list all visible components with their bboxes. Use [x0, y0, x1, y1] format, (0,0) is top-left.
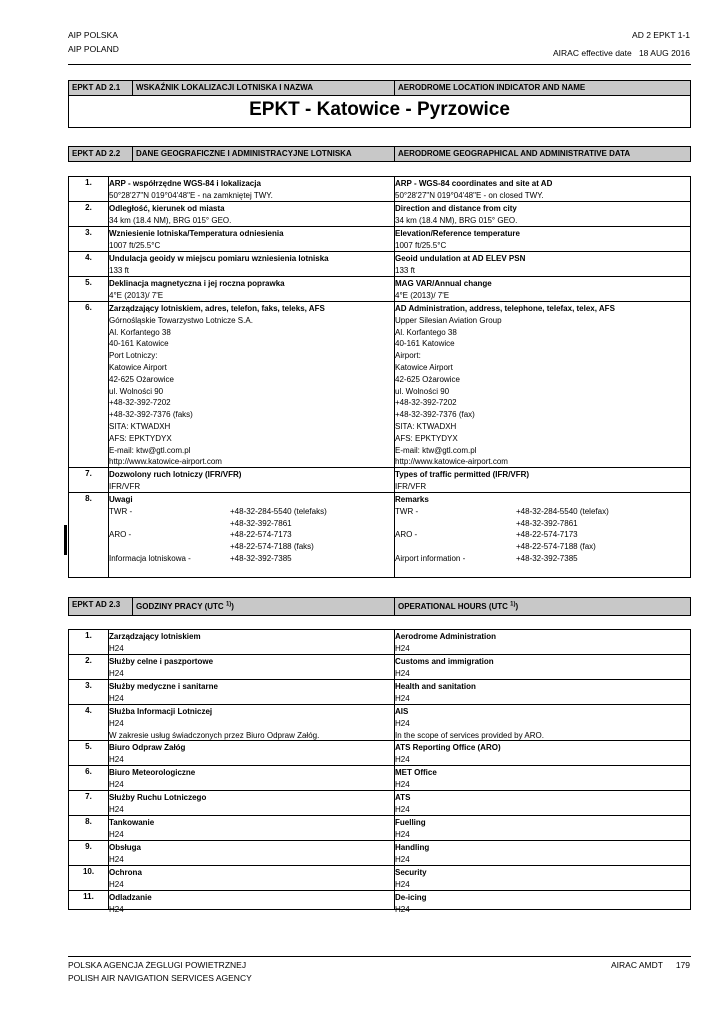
item-heading: Zarządzający lotniskiem, adres, telefon, faks, teleks, AFS: [109, 304, 325, 313]
cell-en: [395, 892, 685, 916]
footer-agency-en: POLISH AIR NAVIGATION SERVICES AGENCY: [68, 973, 252, 983]
header-aip-poland: AIP POLAND: [68, 44, 119, 54]
cell-pl: [109, 892, 354, 916]
cell-pl: [109, 656, 354, 680]
item-value: Airport:: [395, 351, 421, 361]
table-row: [69, 468, 690, 493]
remarks-phone: +48-22-574-7188 (faks): [230, 542, 314, 552]
item-heading: Handling: [395, 843, 430, 852]
cell-pl: [109, 817, 354, 841]
item-heading: Elevation/Reference temperature: [395, 229, 520, 238]
header-rule: [68, 64, 691, 65]
item-value: H24: [395, 643, 410, 653]
cell-pl: [109, 767, 354, 791]
remarks-phone: +48-32-284-5540 (telefax): [516, 506, 609, 516]
cell-en: [395, 742, 685, 766]
aerodrome-name: EPKT - Katowice - Pyrzowice: [249, 99, 510, 120]
section-code: EPKT AD 2.3: [72, 600, 121, 609]
item-value: SITA: KTWADXH: [109, 421, 171, 431]
row-number: 11.: [83, 892, 94, 901]
item-value: 34 km (18.4 NM), BRG 015° GEO.: [109, 215, 232, 225]
table-row: [69, 766, 690, 791]
item-heading: AD Administration, address, telephone, telefax, telex, AFS: [395, 304, 615, 313]
row-number: 4.: [85, 253, 92, 262]
table-row: [69, 302, 690, 468]
cell-en: [395, 767, 685, 791]
item-value: H24: [395, 854, 410, 864]
item-value: H24: [109, 904, 124, 914]
item-value: E-mail: ktw@gtl.com.pl: [109, 445, 191, 455]
item-value: Upper Silesian Aviation Group: [395, 315, 502, 325]
row-number: 5.: [85, 742, 92, 751]
aerodrome-name-box: [68, 95, 691, 128]
cell-pl: [109, 278, 354, 302]
footer-amdt-label: AIRAC AMDT: [611, 960, 663, 970]
remarks-phone: +48-22-574-7173: [516, 530, 578, 540]
table-row: [69, 177, 690, 202]
cell-en: [395, 842, 685, 866]
row-number: 2.: [85, 203, 92, 212]
item-heading: Deklinacja magnetyczna i jej roczna poprawka: [109, 279, 285, 288]
cell-en: [395, 792, 685, 816]
item-value: H24: [395, 904, 410, 914]
cell-en: [395, 178, 685, 202]
table-row: [69, 227, 690, 252]
item-value: AFS: EPKTYDYX: [109, 433, 172, 443]
item-heading: Dozwolony ruch lotniczy (IFR/VFR): [109, 470, 242, 479]
item-heading: Direction and distance from city: [395, 204, 517, 213]
section-title-pl: WSKAŹNIK LOKALIZACJI LOTNISKA I NAZWA: [132, 81, 394, 95]
cell-pl: [109, 253, 354, 277]
remarks-heading: Remarks: [395, 495, 429, 504]
item-value: +48-32-392-7376 (fax): [395, 410, 475, 420]
item-value: Katowice Airport: [395, 362, 453, 372]
cell-pl: [109, 631, 354, 655]
remarks-phone: +48-32-392-7385: [516, 553, 578, 563]
header-airac-date: 18 AUG 2016: [638, 48, 690, 58]
item-value: 50°28'27"N 019°04'48"E - on closed TWY.: [395, 190, 544, 200]
remarks-line: [109, 506, 354, 518]
item-heading: Odladzanie: [109, 893, 152, 902]
item-value: +48-32-392-7376 (faks): [109, 410, 193, 420]
remarks-line: [395, 506, 685, 518]
cell-en: [395, 228, 685, 252]
item-value: SITA: KTWADXH: [395, 421, 457, 431]
item-value: 1007 ft/25.5°C: [109, 240, 161, 250]
footer-rule: [68, 956, 691, 957]
item-value: Al. Korfantego 38: [395, 327, 457, 337]
item-value: H24: [395, 693, 410, 703]
table-row: [69, 202, 690, 227]
cell-pl: [109, 681, 354, 705]
cell-en: [395, 656, 685, 680]
item-value: +48-32-392-7202: [109, 398, 171, 408]
section-2-2-header: [68, 146, 691, 162]
cell-pl: [109, 792, 354, 816]
cell-pl: [109, 867, 354, 891]
item-value: In the scope of services provided by ARO.: [395, 730, 544, 740]
item-heading: Aerodrome Administration: [395, 632, 497, 641]
item-value: +48-32-392-7202: [395, 398, 457, 408]
table-row: [69, 252, 690, 277]
item-value: 42-625 Ożarowice: [395, 374, 460, 384]
header-aip-polska: AIP POLSKA: [68, 30, 118, 40]
item-value: Port Lotniczy:: [109, 351, 158, 361]
row-number: 8.: [85, 494, 92, 503]
remarks-line: [109, 541, 354, 553]
item-value: http://www.katowice-airport.com: [395, 457, 508, 467]
item-value: 4°E (2013)/ 7'E: [109, 290, 164, 300]
item-heading: Zarządzający lotniskiem: [109, 632, 201, 641]
table-row: [69, 493, 690, 577]
remarks-phone: +48-32-392-7861: [230, 518, 292, 528]
change-bar: [64, 525, 67, 555]
section-2-1-header: [68, 80, 691, 96]
remarks-line: [395, 529, 685, 541]
remarks-pl: [109, 494, 354, 565]
item-heading: AIS: [395, 707, 409, 716]
remarks-unit: Informacja lotniskowa -: [109, 553, 191, 563]
item-value: H24: [395, 829, 410, 839]
item-value: 133 ft: [109, 265, 130, 275]
cell-pl: [109, 178, 354, 202]
remarks-line: [109, 518, 354, 530]
section-2-3-header: [68, 597, 691, 616]
table-row: [69, 791, 690, 816]
remarks-line: [109, 553, 354, 565]
item-value: 133 ft: [395, 265, 416, 275]
item-value: IFR/VFR: [109, 481, 141, 491]
item-heading: Służby celne i paszportowe: [109, 657, 214, 666]
item-value: AFS: EPKTYDYX: [395, 433, 458, 443]
item-value: H24: [395, 754, 410, 764]
item-heading: Obsługa: [109, 843, 142, 852]
item-value: 1007 ft/25.5°C: [395, 240, 447, 250]
item-value: ul. Wolności 90: [395, 386, 450, 396]
item-heading: Ochrona: [109, 868, 142, 877]
cell-en: [395, 817, 685, 841]
section-title-en: AERODROME LOCATION INDICATOR AND NAME: [394, 81, 690, 95]
remarks-unit: TWR -: [395, 506, 419, 516]
cell-pl: [109, 706, 354, 741]
item-value: H24: [109, 718, 124, 728]
remarks-line: [395, 541, 685, 553]
item-heading: Fuelling: [395, 818, 426, 827]
item-value: H24: [395, 804, 410, 814]
cell-en: [395, 469, 685, 493]
remarks-line: [395, 553, 685, 565]
item-value: 40-161 Katowice: [109, 339, 169, 349]
item-value: IFR/VFR: [395, 481, 427, 491]
section-title-pl: DANE GEOGRAFICZNE I ADMINISTRACYJNE LOTNISKA: [132, 147, 394, 161]
remarks-line: [395, 518, 685, 530]
remarks-heading: Uwagi: [109, 495, 133, 504]
section-title-en: OPERATIONAL HOURS (UTC $^{1)}$): [394, 598, 690, 615]
row-number: 5.: [85, 278, 92, 287]
cell-pl: [109, 742, 354, 766]
cell-pl: [109, 203, 354, 227]
cell-en: [395, 681, 685, 705]
item-value: H24: [395, 668, 410, 678]
row-number: 3.: [85, 228, 92, 237]
item-value: H24: [109, 804, 124, 814]
item-value: Al. Korfantego 38: [109, 327, 171, 337]
item-value: 4°E (2013)/ 7'E: [395, 290, 450, 300]
item-value: H24: [109, 879, 124, 889]
geo-admin-table: [68, 176, 691, 578]
item-heading: Biuro Meteorologiczne: [109, 768, 196, 777]
remarks-unit: Airport information -: [395, 553, 466, 563]
table-row: [69, 741, 690, 766]
cell-en: [395, 631, 685, 655]
item-value: H24: [109, 854, 124, 864]
row-number: 7.: [85, 469, 92, 478]
item-heading: Służba Informacji Lotniczej: [109, 707, 213, 716]
item-heading: Geoid undulation at AD ELEV PSN: [395, 254, 526, 263]
item-value: H24: [395, 879, 410, 889]
section-code: EPKT AD 2.1: [72, 83, 121, 92]
cell-en: [395, 253, 685, 277]
section-title-en: AERODROME GEOGRAPHICAL AND ADMINISTRATIVE DATA: [394, 147, 690, 161]
cell-en: [395, 203, 685, 227]
row-number: 4.: [85, 706, 92, 715]
item-value: H24: [109, 754, 124, 764]
remarks-phone: +48-22-574-7173: [230, 530, 292, 540]
remarks-unit: TWR -: [109, 506, 133, 516]
cell-en: [395, 303, 685, 468]
item-value: 40-161 Katowice: [395, 339, 455, 349]
item-heading: Odległość, kierunek od miasta: [109, 204, 225, 213]
item-heading: Służby medyczne i sanitarne: [109, 682, 218, 691]
remarks-unit: ARO -: [395, 530, 418, 540]
remarks-phone: +48-32-392-7861: [516, 518, 578, 528]
item-heading: Security: [395, 868, 427, 877]
item-heading: MAG VAR/Annual change: [395, 279, 492, 288]
item-heading: ATS Reporting Office (ARO): [395, 743, 501, 752]
table-row: [69, 277, 690, 302]
item-value: 34 km (18.4 NM), BRG 015° GEO.: [395, 215, 518, 225]
section-title-pl: GODZINY PRACY (UTC $^{1)}$): [132, 598, 394, 615]
item-value: W zakresie usług świadczonych przez Biuro Odpraw Załóg.: [109, 730, 320, 740]
table-row: [69, 816, 690, 841]
item-value: 50°28'27"N 019°04'48"E - na zamkniętej TWY.: [109, 190, 273, 200]
table-row: [69, 630, 690, 655]
remarks-en: [395, 494, 685, 565]
header-page-ref: AD 2 EPKT 1-1: [632, 30, 690, 40]
header-airac-label: AIRAC effective date: [553, 48, 632, 58]
cell-en: [395, 706, 685, 741]
item-heading: ARP - WGS-84 coordinates and site at AD: [395, 179, 553, 188]
row-number: 3.: [85, 681, 92, 690]
item-value: H24: [109, 829, 124, 839]
item-value: E-mail: ktw@gtl.com.pl: [395, 445, 477, 455]
item-value: H24: [395, 779, 410, 789]
row-number: 9.: [85, 842, 92, 851]
table-row: [69, 891, 690, 915]
cell-pl: [109, 842, 354, 866]
footer-amdt-number: 179: [675, 960, 690, 970]
remarks-line: [109, 529, 354, 541]
cell-pl: [109, 303, 354, 468]
item-heading: ATS: [395, 793, 411, 802]
item-heading: De-icing: [395, 893, 427, 902]
row-number: 7.: [85, 792, 92, 801]
row-number: 8.: [85, 817, 92, 826]
footer-agency-pl: POLSKA AGENCJA ŻEGLUGI POWIETRZNEJ: [68, 960, 247, 970]
row-number: 6.: [85, 303, 92, 312]
remarks-unit: ARO -: [109, 530, 132, 540]
item-value: H24: [395, 718, 410, 728]
row-number: 2.: [85, 656, 92, 665]
item-value: http://www.katowice-airport.com: [109, 457, 222, 467]
item-heading: Tankowanie: [109, 818, 155, 827]
item-heading: Types of traffic permitted (IFR/VFR): [395, 470, 530, 479]
section-code: EPKT AD 2.2: [72, 149, 121, 158]
item-heading: Customs and immigration: [395, 657, 494, 666]
item-value: Górnośląskie Towarzystwo Lotnicze S.A.: [109, 315, 253, 325]
table-row: [69, 680, 690, 705]
item-heading: Undulacja geoidy w miejscu pomiaru wzniesienia lotniska: [109, 254, 329, 263]
cell-pl: [109, 469, 354, 493]
row-number: 1.: [85, 631, 92, 640]
item-value: H24: [109, 779, 124, 789]
item-heading: Health and sanitation: [395, 682, 476, 691]
item-value: H24: [109, 643, 124, 653]
item-heading: MET Office: [395, 768, 437, 777]
operational-hours-table: [68, 629, 691, 914]
cell-en: [395, 278, 685, 302]
item-heading: Biuro Odpraw Załóg: [109, 743, 186, 752]
remarks-phone: +48-32-392-7385: [230, 553, 292, 563]
table-row: [69, 866, 690, 891]
table-row: [69, 655, 690, 680]
item-value: H24: [109, 693, 124, 703]
item-value: Katowice Airport: [109, 362, 167, 372]
table-row: [69, 705, 690, 741]
cell-en: [395, 867, 685, 891]
table-row: [69, 841, 690, 866]
row-number: 6.: [85, 767, 92, 776]
item-value: 42-625 Ożarowice: [109, 374, 174, 384]
item-value: H24: [109, 668, 124, 678]
cell-pl: [109, 228, 354, 252]
row-number: 1.: [85, 178, 92, 187]
item-value: ul. Wolności 90: [109, 386, 164, 396]
remarks-phone: +48-22-574-7188 (fax): [516, 542, 596, 552]
remarks-phone: +48-32-284-5540 (telefaks): [230, 506, 327, 516]
row-number: 10.: [82, 867, 95, 876]
item-heading: Służby Ruchu Lotniczego: [109, 793, 207, 802]
item-heading: ARP - współrzędne WGS-84 i lokalizacja: [109, 179, 261, 188]
item-heading: Wzniesienie lotniska/Temperatura odniesienia: [109, 229, 284, 238]
